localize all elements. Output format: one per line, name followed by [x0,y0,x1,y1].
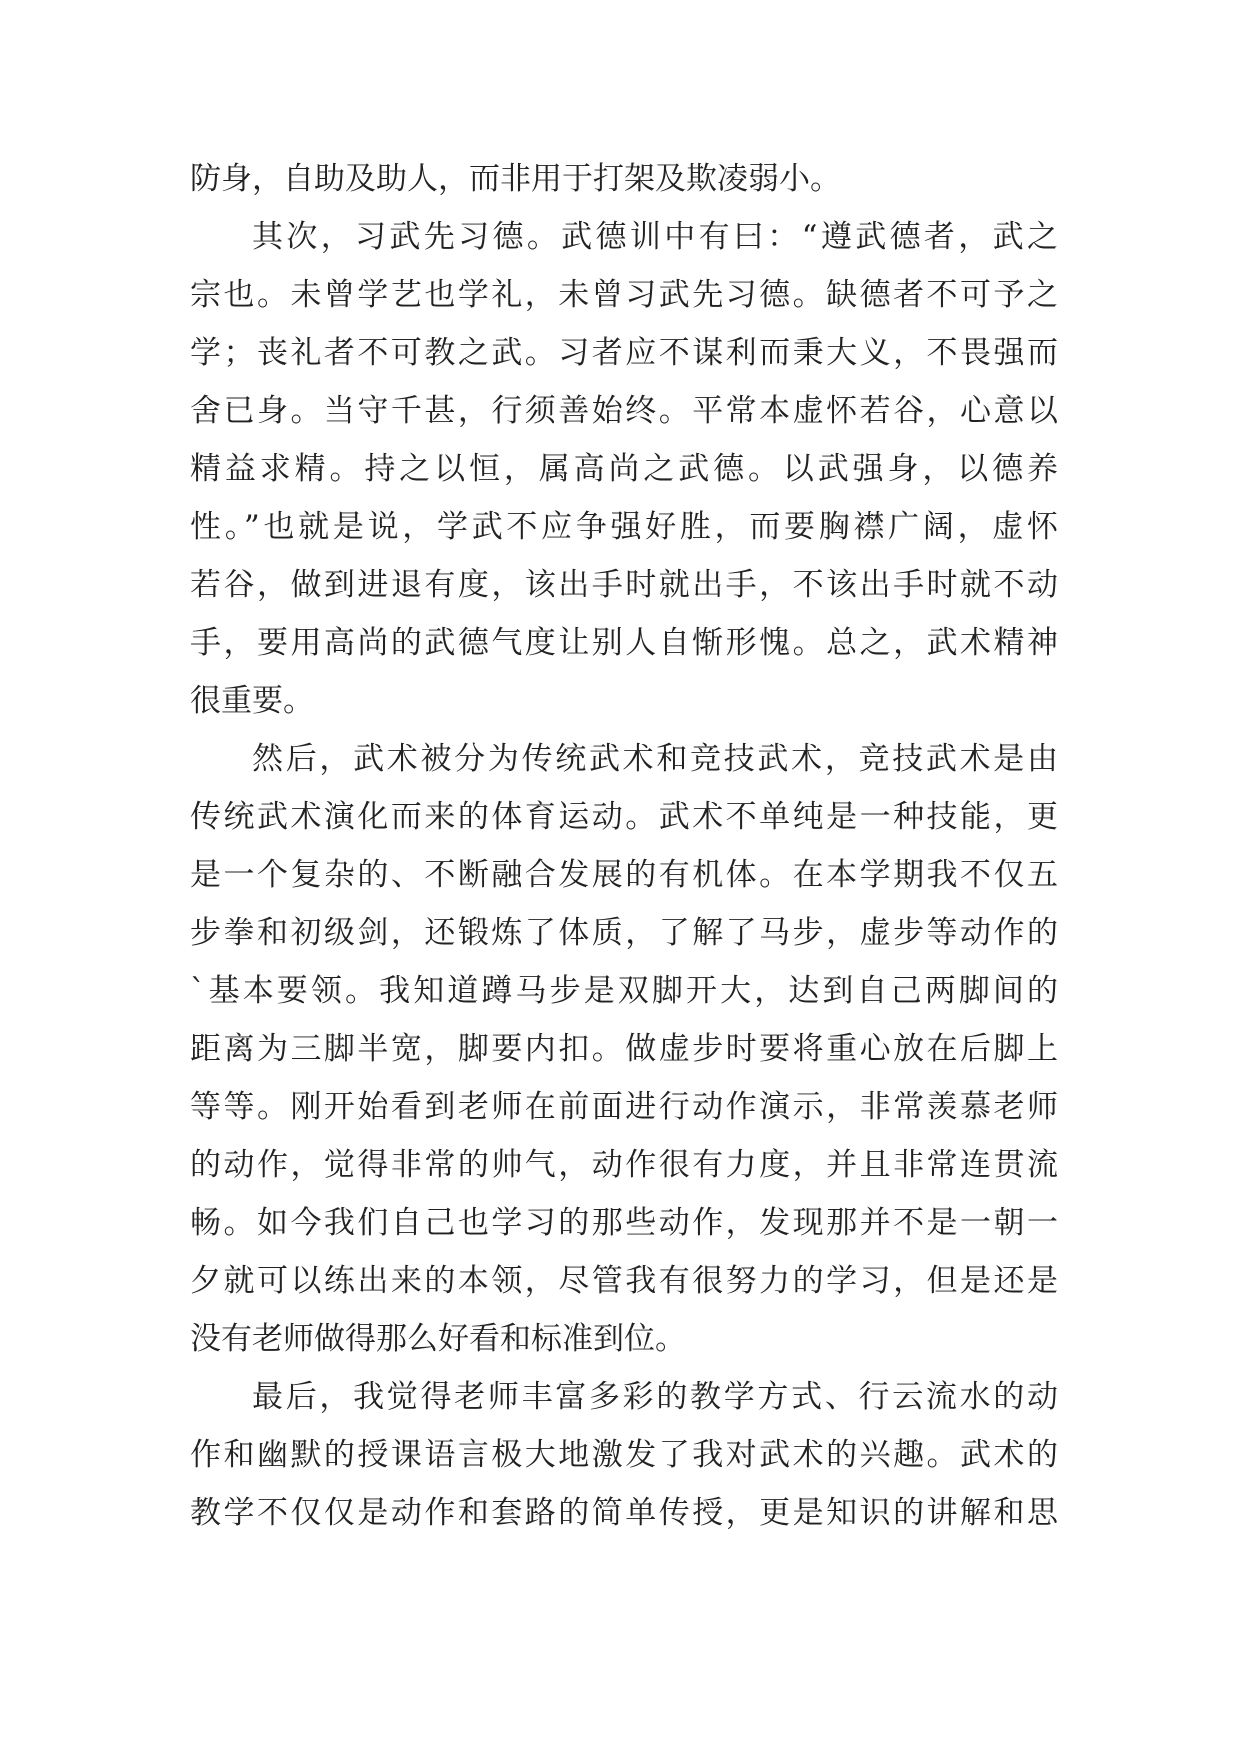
paragraph-2 [190,208,1058,730]
text-line: 教学不仅仅是动作和套路的简单传授，更是知识的讲解和思 [190,1495,1058,1531]
text-line: 畅。如今我们自己也学习的那些动作，发现那并不是一朝一 [190,1205,1058,1241]
paragraph-1 [190,150,1058,208]
text-line: 然后，武术被分为传统武术和竞技武术，竞技武术是由 [252,741,1058,777]
text-line: 传统武术演化而来的体育运动。武术不单纯是一种技能，更 [190,799,1058,835]
text-line: 很重要。 [190,683,314,719]
text-line: 是一个复杂的、不断融合发展的有机体。在本学期我不仅五 [190,857,1058,893]
text-line: 精益求精。持之以恒，属高尚之武德。以武强身，以德养 [190,451,1058,487]
text-line: 最后，我觉得老师丰富多彩的教学方式、行云流水的动 [252,1379,1058,1415]
text-line: 步拳和初级剑，还锻炼了体质，了解了马步，虚步等动作的 [190,915,1058,951]
text-line: 宗也。未曾学艺也学礼，未曾习武先习德。缺德者不可予之 [190,277,1058,313]
text-line: 其次，习武先习德。武德训中有曰：“遵武德者，武之 [252,219,1058,255]
text-line: 作和幽默的授课语言极大地激发了我对武术的兴趣。武术的 [190,1437,1058,1473]
text-line: 若谷，做到进退有度，该出手时就出手，不该出手时就不动 [190,567,1058,603]
text-line: 学；丧礼者不可教之武。习者应不谋利而秉大义，不畏强而 [190,335,1058,371]
paragraph-3 [190,730,1058,1368]
text-line: 等等。刚开始看到老师在前面进行动作演示，非常羡慕老师 [190,1089,1058,1125]
text-line: `基本要领。我知道蹲马步是双脚开大，达到自己两脚间的 [190,973,1058,1009]
text-line: 的动作，觉得非常的帅气，动作很有力度，并且非常连贯流 [190,1147,1058,1183]
text-line: 手，要用高尚的武德气度让别人自惭形愧。总之，武术精神 [190,625,1058,661]
text-line: 夕就可以练出来的本领，尽管我有很努力的学习，但是还是 [190,1263,1058,1299]
text-line: 距离为三脚半宽，脚要内扣。做虚步时要将重心放在后脚上 [190,1031,1058,1067]
text-line: 舍已身。当守千甚，行须善始终。平常本虚怀若谷，心意以 [190,393,1058,429]
text-line: 没有老师做得那么好看和标准到位。 [190,1321,686,1357]
text-line: 防身，自助及助人，而非用于打架及欺凌弱小。 [190,161,841,197]
document-body [190,150,1058,1542]
text-line: 性。”也就是说，学武不应争强好胜，而要胸襟广阔，虚怀 [190,509,1058,545]
paragraph-4 [190,1368,1058,1542]
